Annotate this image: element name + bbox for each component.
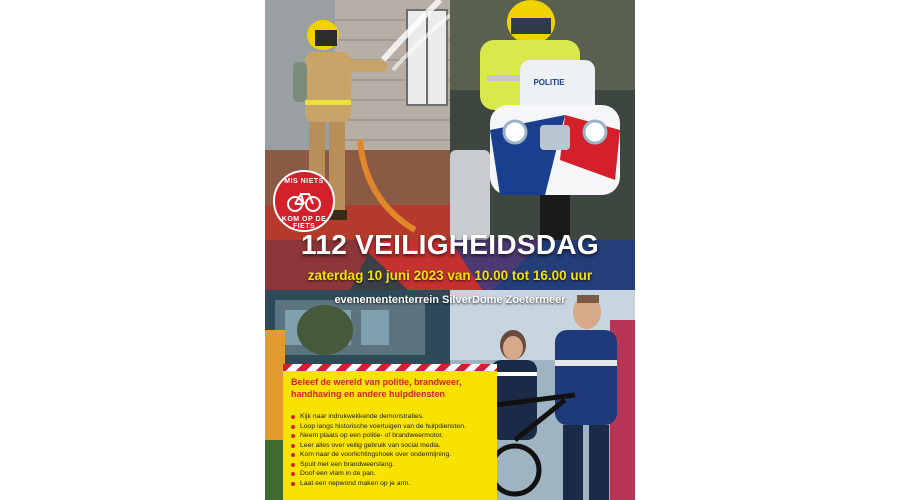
bullet-icon (291, 453, 295, 457)
event-venue: evenemententerrein SilverDome Zoetermeer (334, 294, 566, 306)
bullet-icon (291, 463, 295, 467)
event-date: zaterdag 10 juni 2023 van 10.00 tot 16.00 uur (307, 268, 593, 283)
activity-list (291, 412, 495, 488)
list-item: Laat een nepwond maken op je arm. (291, 479, 495, 489)
bullet-icon (291, 482, 295, 486)
info-box (283, 364, 497, 500)
bullet-icon (291, 434, 295, 438)
politie-label: POLITIE (533, 78, 565, 87)
bullet-icon (291, 415, 295, 419)
tree (297, 305, 353, 355)
list-item: Kijk naar indrukwekkende demonstraties. (291, 412, 495, 422)
bullet-icon (291, 472, 295, 476)
bullet-icon (291, 425, 295, 429)
list-item: Doof een vlam in de pan. (291, 469, 495, 479)
list-item: Leer alles over veilig gebruik van social media. (291, 441, 495, 451)
poster-title: 112 VEILIGHEIDSDAG (301, 229, 599, 260)
mis-niets-badge (273, 170, 335, 232)
list-item: Spuit met een brandweerslang. (291, 460, 495, 470)
list-item: Loop langs historische voertuigen van de hulpdiensten. (291, 422, 495, 432)
event-poster (265, 0, 635, 500)
warning-stripe (283, 364, 497, 371)
list-item: Kom naar de voorlichtingshoek over ondermijning. (291, 450, 495, 460)
info-heading: Beleef de wereld van politie, brandweer, handhaving en andere hulpdiensten (291, 377, 462, 399)
list-item: Neem plaats op een politie- of brandweermotor. (291, 431, 495, 441)
bullet-icon (291, 444, 295, 448)
badge-bottom-text: KOM OP DE FIETS (281, 216, 327, 230)
badge-top-text: MIS NIETS (284, 178, 324, 185)
